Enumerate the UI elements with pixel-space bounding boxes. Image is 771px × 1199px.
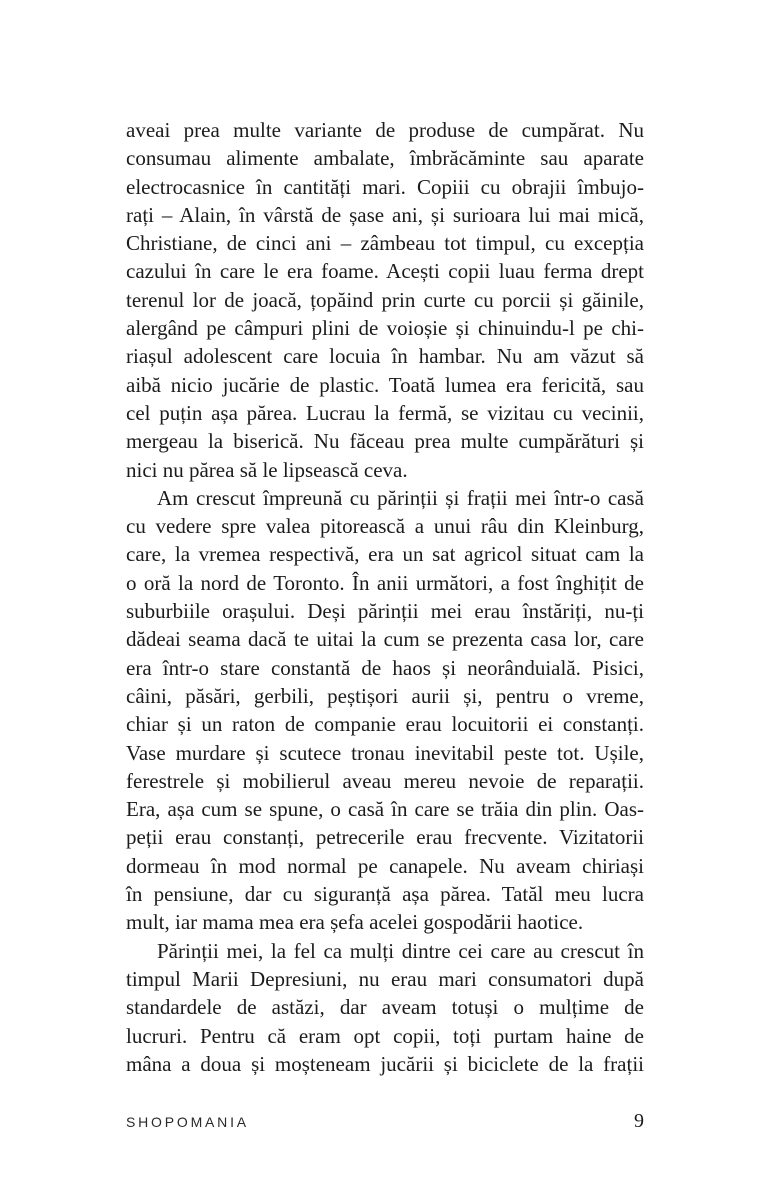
text-line: dădeai seama dacă te uitai la cum se prezenta casa lor, care xyxy=(126,627,644,652)
text-line: câini, păsări, gerbili, peștișori aurii și, pentru o vreme, xyxy=(126,683,644,708)
text-line: consumau alimente ambalate, îmbrăcăminte sau aparate xyxy=(126,146,644,171)
text-line: timpul Marii Depresiuni, nu erau mari consumatori după xyxy=(126,966,644,991)
text-line: lucruri. Pentru că eram opt copii, toți purtam haine de xyxy=(126,1023,644,1048)
text-line: cazului în care le era foame. Acești copii luau ferma drept xyxy=(126,259,644,284)
text-line: peții erau constanți, petrecerile erau frecvente. Vizitatorii xyxy=(126,825,644,850)
text-line: suburbiile orașului. Deși părinții mei erau înstăriți, nu-ți xyxy=(126,599,644,624)
paragraph xyxy=(126,116,644,484)
text-line: mergeau la biserică. Nu făceau prea multe cumpărături și xyxy=(126,429,644,454)
text-line: riașul adolescent care locuia în hambar. Nu am văzut să xyxy=(126,344,644,369)
text-line: alergând pe câmpuri plini de voioșie și chinuindu-l pe chi- xyxy=(126,316,644,341)
text-line: mâna a doua și moșteneam jucării și biciclete de la frații xyxy=(126,1051,644,1076)
text-line: o oră la nord de Toronto. În anii următori, a fost înghițit de xyxy=(126,570,644,595)
running-title: SHOPOMANIA xyxy=(126,1114,249,1130)
text-line: Christiane, de cinci ani – zâmbeau tot timpul, cu excepția xyxy=(126,231,644,256)
text-line: nici nu părea să le lipsească ceva. xyxy=(126,457,408,482)
text-line: Părinții mei, la fel ca mulți dintre cei care au crescut în xyxy=(157,938,644,963)
paragraph xyxy=(126,937,644,1078)
text-line: Am crescut împreună cu părinții și frații mei într-o casă xyxy=(157,485,644,510)
text-line: chiar și un raton de companie erau locuitorii ei constanți. xyxy=(126,712,644,737)
text-line: electrocasnice în cantități mari. Copiii cu obrajii îmbujo- xyxy=(126,174,644,199)
paragraph xyxy=(126,484,644,937)
text-line: ferestrele și mobilierul aveau mereu nevoie de reparații. xyxy=(126,768,644,793)
text-line: în pensiune, dar cu siguranță așa părea. Tatăl meu lucra xyxy=(126,882,644,907)
text-line: cel puțin așa părea. Lucrau la fermă, se vizitau cu vecinii, xyxy=(126,400,644,425)
text-line: Vase murdare și scutece tronau inevitabil peste tot. Ușile, xyxy=(126,740,644,765)
text-line: mult, iar mama mea era șefa acelei gospodării haotice. xyxy=(126,910,584,935)
text-line: dormeau în mod normal pe canapele. Nu aveam chiriași xyxy=(126,853,644,878)
text-line: care, la vremea respectivă, era un sat agricol situat cam la xyxy=(126,542,644,567)
body-text xyxy=(126,116,644,1078)
page-footer xyxy=(126,1110,644,1133)
text-line: aveai prea multe variante de produse de cumpărat. Nu xyxy=(126,118,644,142)
text-line: standardele de astăzi, dar aveam totuși o mulțime de xyxy=(126,995,644,1020)
text-line: Era, așa cum se spune, o casă în care se trăia din plin. Oas- xyxy=(126,797,644,822)
text-line: aibă nicio jucărie de plastic. Toată lumea era fericită, sau xyxy=(126,372,644,397)
text-line: era într-o stare constantă de haos și neorânduială. Pisici, xyxy=(126,655,644,680)
text-line: terenul lor de joacă, țopăind prin curte cu porcii și găinile, xyxy=(126,287,644,312)
page-number: 9 xyxy=(634,1110,644,1132)
text-line: rați – Alain, în vârstă de șase ani, și surioara lui mai mică, xyxy=(126,202,644,227)
text-line: cu vedere spre valea pitorească a unui râu din Kleinburg, xyxy=(126,514,644,539)
